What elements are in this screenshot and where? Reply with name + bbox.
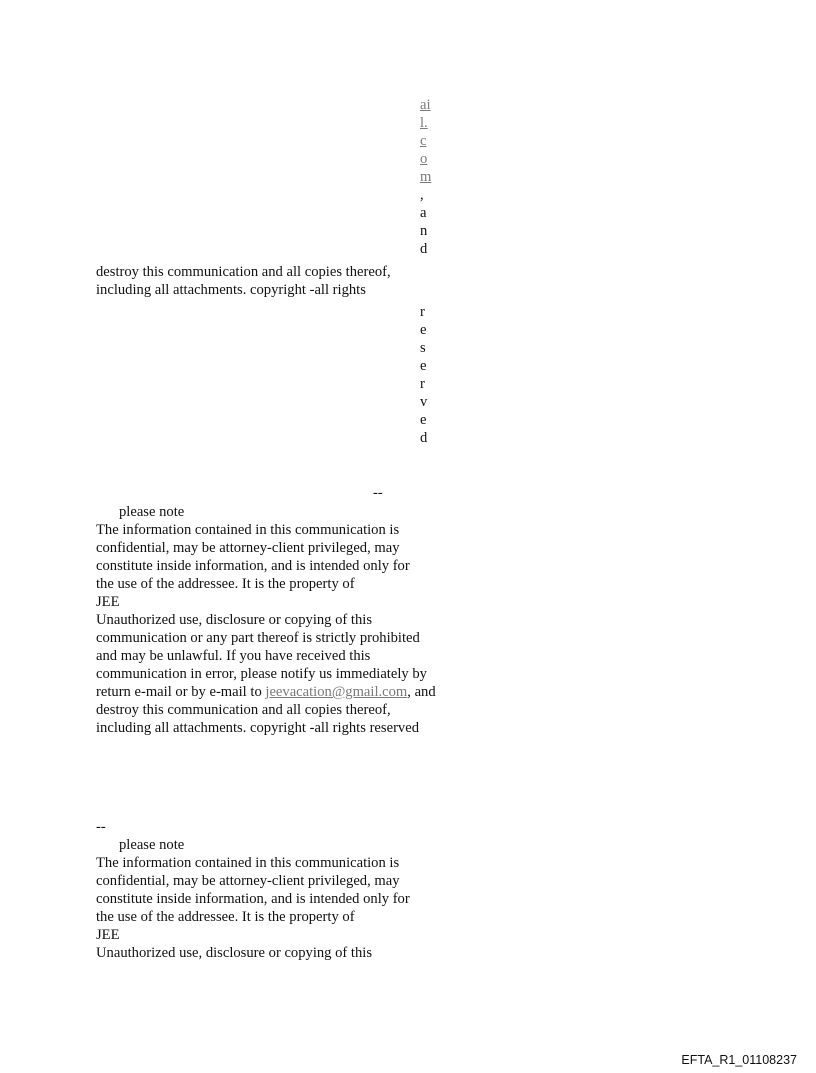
notice-line: constitute inside information, and is intended only for [96,891,410,907]
notice-line: The information contained in this communication is [96,855,400,871]
notice-line: JEE [96,927,120,943]
vertical-char: s [420,340,426,356]
notice-line: confidential, may be attorney-client privileged, may [96,540,400,556]
vertical-char: v [420,394,428,410]
vertical-char: e [420,412,427,428]
vertical-email-fragment [420,96,440,258]
email-prefix: return e-mail or by e-mail to [96,684,266,700]
notice-line: constitute inside information, and is intended only for [96,558,410,574]
notice-line: the use of the addressee. It is the property of [96,909,355,925]
vertical-char: , [420,187,424,203]
separator: -- [373,485,383,501]
notice-line: JEE [96,594,120,610]
notice-line: communication in error, please notify us immediately by [96,666,427,682]
fragment-line-destroy: destroy this communication and all copies thereof, [96,264,391,280]
notice-line: confidential, may be attorney-client privileged, may [96,873,400,889]
vertical-char: n [420,223,428,239]
notice-email-line [96,683,496,701]
notice-heading: please note [119,837,185,853]
vertical-char: r [420,304,425,320]
vertical-char: e [420,322,427,338]
document-id: EFTA_R1_01108237 [681,1053,797,1067]
fragment-line-including: including all attachments. copyright -all rights [96,282,366,298]
confidentiality-notice [96,503,496,737]
vertical-reserved-fragment [420,303,440,447]
vertical-char: e [420,358,427,374]
vertical-char: a [420,205,427,221]
notice-line: the use of the addressee. It is the property of [96,576,355,592]
notice-line: Unauthorized use, disclosure or copying of this [96,945,373,961]
email-link[interactable]: jeevacation@gmail.com [265,684,408,700]
email-link-fragment[interactable]: l. [420,115,428,131]
vertical-char: d [420,430,428,446]
email-link-fragment[interactable]: c [420,133,427,149]
notice-line: communication or any part thereof is strictly prohibited [96,630,420,646]
email-link-fragment[interactable]: o [420,151,428,167]
vertical-char: r [420,376,425,392]
email-suffix: , and [407,684,436,700]
notice-heading: please note [119,504,185,520]
notice-line: Unauthorized use, disclosure or copying of this [96,612,373,628]
email-link-fragment[interactable]: m [420,169,432,185]
separator: -- [96,819,106,835]
notice-line: destroy this communication and all copies thereof, [96,702,391,718]
notice-line: The information contained in this communication is [96,522,400,538]
notice-line: and may be unlawful. If you have received this [96,648,371,664]
notice-line: including all attachments. copyright -all rights reserved [96,720,419,736]
vertical-char: d [420,241,428,257]
email-link-fragment[interactable]: ai [420,97,431,113]
confidentiality-notice [96,836,496,962]
